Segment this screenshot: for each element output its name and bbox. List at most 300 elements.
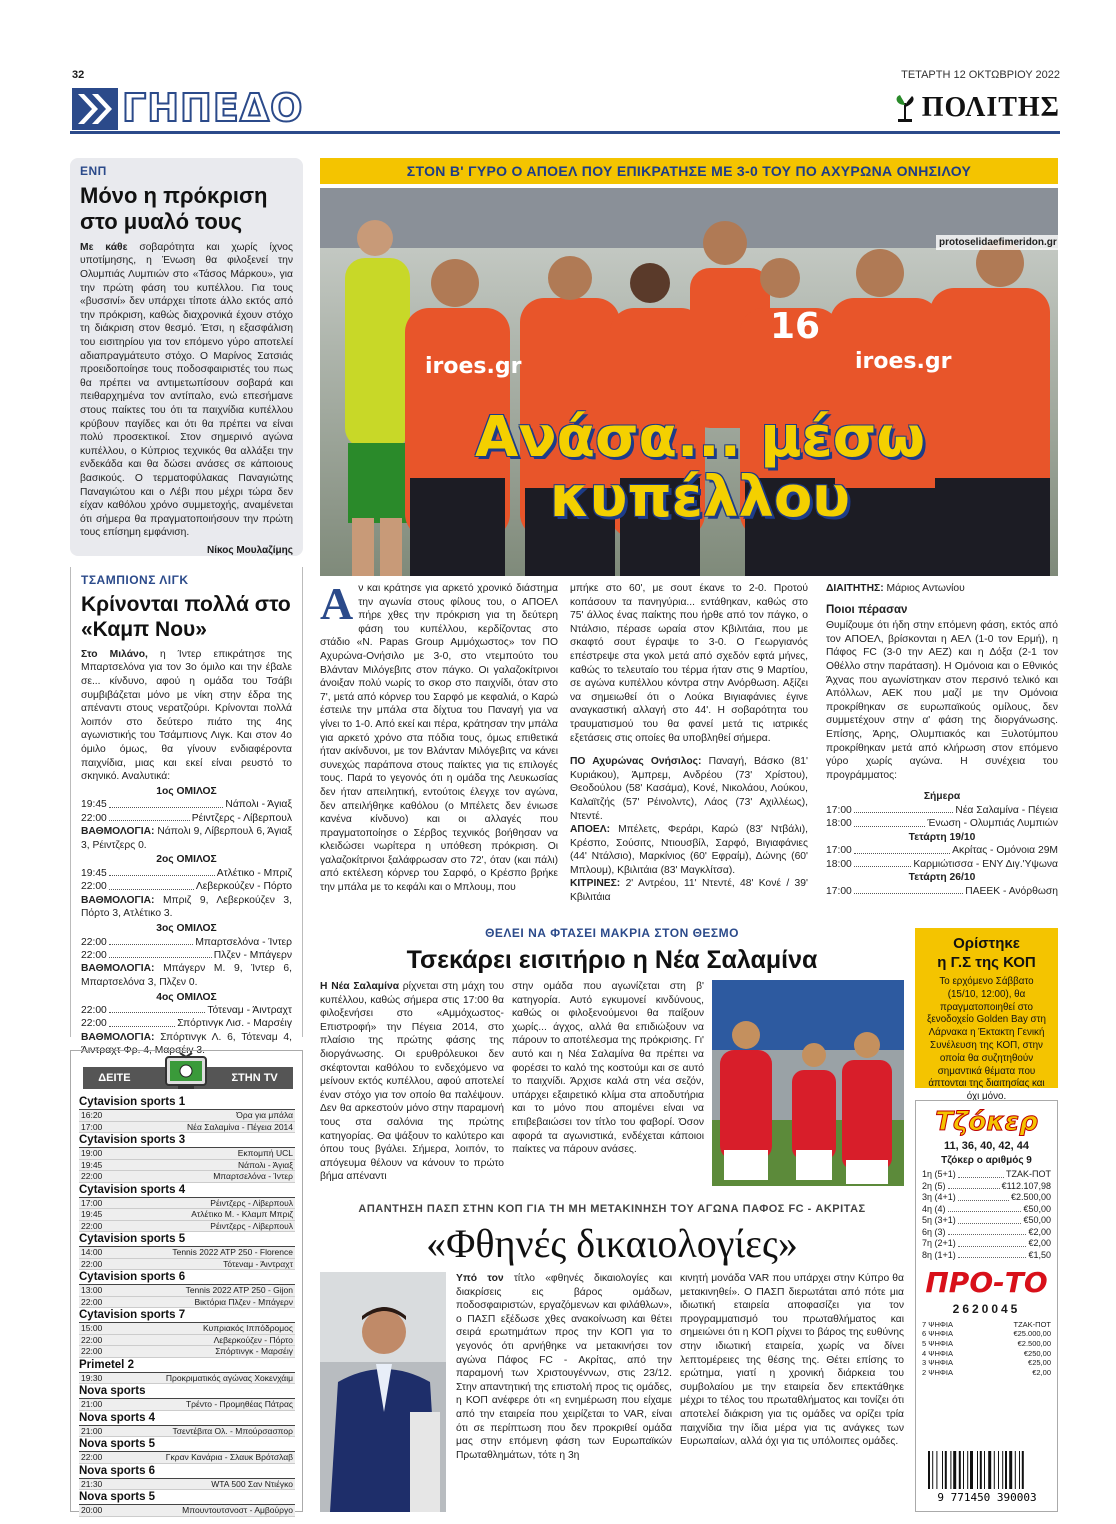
- tv-channel: Nova sports 4: [79, 1412, 295, 1426]
- fixture-time: 22:00: [81, 1005, 107, 1017]
- main-col-1: [320, 578, 558, 895]
- tv-channel: Cytavision sports 7: [79, 1309, 295, 1323]
- tv-channel: Cytavision sports 3: [79, 1134, 295, 1148]
- prize-amount: €2,00: [1032, 1367, 1051, 1377]
- schedule-time: 17:00: [826, 845, 852, 857]
- prize-row: [922, 1227, 1051, 1239]
- joker-number: Τζόκερ ο αριθμός 9: [941, 1154, 1032, 1166]
- prize-tier: 7 ΨΗΦΙΑ: [922, 1319, 954, 1329]
- prize-row: [922, 1169, 1051, 1181]
- player-green: [345, 220, 410, 576]
- fixture-match: Ατλέτικο - Μπριζ: [216, 867, 292, 879]
- fixture-leader: [109, 867, 215, 876]
- cards-text: 2' Αντρέου, 11' Ντεντέ, 48' Κονέ / 39' Κβιλιτάια: [570, 878, 808, 904]
- salamina-col-1: [320, 980, 504, 1184]
- prize-tier: 8η (1+1): [922, 1249, 956, 1260]
- fixture-match: Μπαρτσελόνα - Ίντερ: [195, 936, 292, 948]
- fixture-row: [81, 867, 292, 880]
- tv-show: Τσεντέβιτα Ολ. - Μπούρσασπορ: [172, 1425, 293, 1436]
- tv-program: [79, 1479, 295, 1491]
- joker-logo: Τζόκερ: [935, 1107, 1038, 1137]
- cl-title: Κρίνονται πολλά στο «Καμπ Νου»: [81, 592, 291, 641]
- prize-amount: ΤΖΑΚ-ΠΟΤ: [1013, 1319, 1051, 1329]
- tv-show: Λεβερκούζεν - Πόρτο: [213, 1334, 293, 1345]
- group-name: 3ος ΟΜΙΛΟΣ: [156, 922, 217, 934]
- schedule-match: Ακρίτας - Ομόνοια 29Μ: [952, 845, 1058, 857]
- kop-title-1: Ορίστηκε: [953, 935, 1020, 952]
- schedule-match: Ένωση - Ολυμπιάς Λυμπιών: [927, 818, 1058, 830]
- fixture-time: 22:00: [81, 1018, 107, 1030]
- barcode-bar: [1009, 1451, 1012, 1489]
- tv-show: Νέα Σαλαμίνα - Πέγεια 2014: [187, 1121, 293, 1132]
- tv-time: 16:20: [81, 1110, 103, 1120]
- prize-leader: [958, 1215, 1022, 1224]
- enp-article: [70, 158, 303, 556]
- tv-show: WTA 500 Σαν Ντιέγκο: [211, 1478, 293, 1489]
- tv-program: [79, 1323, 295, 1335]
- main-headline-line1: Ανάσα... μέσω: [474, 405, 926, 470]
- tv-header-left: ΔΕΙΤΕ: [98, 1071, 131, 1084]
- standings-label: ΒΑΘΜΟΛΟΓΙΑ:: [81, 894, 155, 906]
- salamina-kicker: ΘΕΛΕΙ ΝΑ ΦΤΑΣΕΙ ΜΑΚΡΙΑ ΣΤΟΝ ΘΕΣΜΟ: [485, 926, 739, 940]
- tv-program: [79, 1426, 295, 1438]
- kop-body: Το ερχόμενο Σάββατο (15/10, 12:00), θα πραγματοποιηθεί στο ξενοδοχείο Golden Bay στη Λάρνακα η Έκτακτη Γενική Συνέλευση της ΚΟΠ, στην οποία θα συζητηθούν σημαντικά θέματα που άπτονται της διαιτησίας και όχι μόνο.: [927, 976, 1046, 1103]
- proto-logo: ΠΡΟ-ΤΟ: [925, 1266, 1048, 1300]
- tv-show: Γκραν Κανάρια - Σλαυκ Βρότσλαβ: [165, 1452, 293, 1462]
- schedule-day: Τετάρτη 19/10: [908, 831, 976, 843]
- standings-label: ΒΑΘΜΟΛΟΓΙΑ:: [81, 963, 155, 975]
- tv-channel: Nova sports 6: [79, 1465, 295, 1479]
- prize-row: [922, 1192, 1051, 1204]
- prize-amount: €2,00: [1028, 1238, 1051, 1249]
- fixture-time: 22:00: [81, 949, 107, 961]
- pasp-col1-text: τίτλο «φθηνές δικαιολογίες και διακρίσεις εις βάρος ομάδων, ποδοσφαιριστών, εργαζόμενων και φιλάθλων», ο ΠΑΣΠ εξέδωσε χθες ανακοίνωση και θέτει σειρά ερωτημάτων προς την ΚΟΠ για το γεγονός ότι αρνήθηκε να μετακινήσει τον αγώνα Πάφος FC - Ακρίτας, από την παραμονή των Χριστουγέννων, στις 23/12. Στην απαντητική της επιστολή προς τις ομάδες, η ΚΟΠ ανέφερε ότι «η ενημέρωση που είχαμε από την εταιρεία που χειρίζεται το VAR, είναι ότι σε περίπτωση που δεν προκριθεί ομάδα μας στην επόμενη φάση των Ευρωπαϊκών Πρωταθλημάτων, τότε η 3η: [456, 1273, 672, 1461]
- prize-tier: 6 ΨΗΦΙΑ: [922, 1329, 954, 1339]
- main-col2-text: μπήκε στο 60', με σουτ έκανε το 2-0. Προτού κοπάσουν τα πανηγύρια... εντάθηκαν, καθώς στο 75' άλλος ένας παίκτης που ήρθε από τον πάγκο, ο Ντάλσιο, πέρασε ωραία στον Κβιλιτάια, που με σκαφτό σουτ έγραψε το 3-0. Ο Γεωργιανός επέστρεψε στα γκολ μετά από σχεδόν εφτά μήνες, καθώς το τελευταίο του τέρμα ήταν στις 9 Μαρτίου, σε αγώνα κυπέλλου κόντρα στην Ανόρθωση. Αξίζει να σημειωθεί ότι ο Λούκα Βιγιαφάνιες έγινε αναγκαστική αλλαγή στο 44'. Η σοβαρότητα του τραυματισμού του θα φανεί μετά τις ιατρικές εξετάσεις στις οποίες θα υποβληθεί σήμερα.: [570, 583, 808, 744]
- tv-show: Τότεναμ - Άιντραχτ: [223, 1258, 293, 1269]
- salamina-title: Τσεκάρει εισιτήριο η Νέα Σαλαμίνα: [406, 946, 818, 974]
- fixture-match: Πλζεν - Μπάγερν: [213, 949, 292, 961]
- tv-show: Tennis 2022 ATP 250 - Florence: [172, 1247, 293, 1257]
- cl-lead: Στο Μιλάνο,: [81, 648, 148, 660]
- fixture-time: 22:00: [81, 881, 107, 893]
- fixture-time: 22:00: [81, 936, 107, 948]
- tv-time: 22:00: [81, 1258, 103, 1269]
- lineup1-label: ΠΟ Αχυρώνας Ονήσιλος:: [570, 756, 702, 768]
- schedule-day: Σήμερα: [923, 791, 961, 803]
- joker-numbers: 11, 36, 40, 42, 44: [943, 1140, 1030, 1153]
- schedule-row: [826, 804, 1058, 817]
- group-name: 4ος ΟΜΙΛΟΣ: [156, 991, 217, 1003]
- fixture-row: [81, 1004, 292, 1017]
- standings-text: Μπάγερν Μ. 9, Ίντερ 6, Μπαρτσελόνα 3, Πλζεν 0.: [81, 963, 292, 988]
- prize-amount: €2.500,00: [1017, 1338, 1051, 1348]
- tv-time: 19:30: [81, 1372, 103, 1383]
- standings-text: Σπόρτινγκ Λ. 6, Τότεναμ 4, Άιντραχτ Φρ. 4, Μαρσέιγ 3.: [81, 1031, 292, 1057]
- fixture-row: [81, 936, 292, 949]
- main-dropcap: Α: [320, 578, 354, 629]
- prize-tier: 5η (3+1): [922, 1215, 956, 1226]
- prize-tier: 3η (4+1): [922, 1192, 956, 1203]
- salamina-lead: Η Νέα Σαλαμίνα: [320, 981, 400, 992]
- pasp-kicker: ΑΠΑΝΤΗΣΗ ΠΑΣΠ ΣΤΗΝ ΚΟΠ ΓΙΑ ΤΗ ΜΗ ΜΕΤΑΚΙΝΗΣΗ ΤΟΥ ΑΓΩΝΑ ΠΑΦΟΣ FC - ΑΚΡΙΤΑΣ: [358, 1203, 866, 1215]
- cards-label: ΚΙΤΡΙΝΕΣ:: [570, 878, 621, 890]
- schedule-leader: [854, 844, 950, 853]
- main-ribbon: ΣΤΟΝ Β' ΓΥΡΟ Ο ΑΠΟΕΛ ΠΟΥ ΕΠΙΚΡΑΤΗΣΕ ΜΕ 3-0 ΤΟΥ ΠΟ ΑΧΥΡΩΝΑ ΟΝΗΣΙΛΟΥ: [320, 158, 1058, 184]
- tv-time: 22:00: [81, 1334, 103, 1345]
- barcode-bar: [936, 1451, 937, 1489]
- tv-channel: Nova sports 5: [79, 1438, 295, 1452]
- salamina-col1-text: ρίχνεται στη μάχη του κυπέλλου, καθώς σήμερα στις 17:00 θα φιλοξενήσει στο «Αμμόχωστος-Επιστροφή» την Πέγεια 2014, στο πλαίσιο της πρώτης φάσης της διοργάνωσης. Οι ερυθρόλευκοι δεν σκέφτονται καθόλου το ενδεχόμενο να μείνουν εκτός κυπέλλου, αφού αποτελεί έναν στόχο για τον οποίο θα παλέψουν. Δεν θα αρκεστούν μόνο στην παραμονή τους στα σαλόνια της πρώτης κατηγορίας. Θα ψάξουν το καλύτερο και όπου τους βγάλει. Σήμερα, λοιπόν, το απόγευμα θέλουν να κάνουν το πρώτο βήμα απέναντι: [320, 981, 504, 1183]
- lotto-box: [915, 1100, 1058, 1512]
- tv-program: [79, 1148, 295, 1160]
- fixture-match: Σπόρτινγκ Λισ. - Μαρσέιγ: [177, 1018, 292, 1030]
- page-number: 32: [72, 69, 85, 81]
- pasp-title: «Φθηνές δικαιολογίες»: [426, 1221, 798, 1266]
- prize-leader: [958, 1169, 1004, 1178]
- group-standings: [81, 894, 292, 921]
- schedule-leader: [854, 804, 954, 813]
- tv-program: [79, 1452, 295, 1464]
- tv-time: 22:00: [81, 1296, 103, 1307]
- prize-tier: 4η (4): [922, 1203, 946, 1214]
- prize-tier: 4 ΨΗΦΙΑ: [922, 1348, 954, 1358]
- tv-show: Μπαρτσελόνα - Ίντερ: [213, 1171, 293, 1181]
- tv-program: [79, 1297, 295, 1309]
- schedule-row: [826, 844, 1058, 857]
- prize-row: [922, 1349, 1051, 1359]
- tv-channel: Primetel 2: [79, 1359, 295, 1373]
- schedule-match: ΠΑΕΕΚ - Ανόρθωση: [965, 885, 1058, 897]
- fixture-row: [81, 949, 292, 962]
- salamina-players-photo: [712, 980, 904, 1186]
- referee: [826, 582, 1058, 596]
- kop-box: [915, 928, 1058, 1103]
- prize-leader: [948, 1181, 1000, 1190]
- prize-tier: 2η (5): [922, 1180, 946, 1191]
- section-chevron-icon: [72, 88, 118, 130]
- proto-prizes: [922, 1320, 1051, 1378]
- tv-time: 17:00: [81, 1121, 103, 1132]
- prize-tier: 5 ΨΗΦΙΑ: [922, 1338, 954, 1348]
- cl-text: η Ίντερ επικράτησε της Μπαρτσελόνα για τον 3ο όμιλο και την έβαλε σε... κίνδυνο, αφού η ομάδα του Τσάβι συμβιβάζεται μόνο με νίκη στην έδρα της απέναντι στους νερατζούρι. Κρίνονται πολλά λοιπόν στο δεύτερο πιάτο της 4ης αγωνιστικής του Τσάμπιονς Λιγκ. Και στον 4ο όμιλο όμως, θα γίνουν ενδιαφέροντα παιχνίδια, μιας και εκεί είναι ρευστό το σκηνικό. Αναλυτικά:: [81, 648, 292, 783]
- tv-program: [79, 1198, 295, 1210]
- tv-time: 22:00: [81, 1346, 103, 1356]
- lineup-apoel: [570, 823, 808, 877]
- barcode-bar: [950, 1451, 951, 1489]
- main-headline-line2: κυπέλλου: [549, 465, 851, 530]
- lineup-achyronas: [570, 755, 808, 823]
- tv-time: 14:00: [81, 1247, 103, 1257]
- tv-show: Ατλέτικο Μ. - Κλαμπ Μπριζ: [191, 1209, 293, 1219]
- tv-time: 21:30: [81, 1478, 103, 1489]
- joker-prizes: [922, 1169, 1051, 1261]
- prize-amount: €250,00: [1023, 1348, 1051, 1358]
- enp-lead: Με κάθε: [80, 241, 128, 253]
- group-name: 2ος ΟΜΙΛΟΣ: [156, 854, 217, 866]
- tv-show: Σπόρτινγκ - Μαρσέιγ: [215, 1346, 293, 1356]
- watermark: protoselidaefimeridon.gr: [936, 235, 1060, 250]
- tv-show: Νάπολι - Άγιαξ: [238, 1159, 293, 1170]
- cup-schedule: [826, 790, 1058, 898]
- kop-title-2: η Γ.Σ της ΚΟΠ: [937, 954, 1036, 971]
- prize-row: [922, 1329, 1051, 1339]
- tv-time: 20:00: [81, 1505, 103, 1515]
- standings-label: ΒΑΘΜΟΛΟΓΙΑ:: [81, 1031, 155, 1043]
- tv-program: [79, 1221, 295, 1233]
- barcode-bar: [1005, 1451, 1007, 1489]
- prize-row: [922, 1250, 1051, 1262]
- schedule-leader: [854, 885, 963, 894]
- prize-tier: 1η (5+1): [922, 1169, 956, 1180]
- tv-show: Ρέιντζερς - Λίβερπουλ: [210, 1220, 293, 1231]
- lineup1-text: Παναγή, Βάσκο (81' Κυριάκου), Άμπρεμ, Ανδρέου (73' Χρίστου), Θεοδούλου (58' Κασάμα), Κονέ, Νικολάου, Λούκου, Καλαϊτζής (57' Ρέινολντς), Λάος (73' Αχιλλέως), Ντεντέ.: [570, 756, 808, 822]
- group-standings: [81, 825, 292, 852]
- prize-row: [922, 1339, 1051, 1349]
- tv-program: [79, 1335, 295, 1347]
- prize-row: [922, 1320, 1051, 1330]
- pasp-spokesman-photo: [320, 1272, 446, 1512]
- prize-amount: ΤΖΑΚ-ΠΟΤ: [1006, 1169, 1051, 1180]
- tv-program: [79, 1171, 295, 1183]
- schedule-match: Καρμιώτισσα - ΕΝΥ Διγ.'Υψωνα: [913, 858, 1058, 870]
- tv-icon: [164, 1051, 208, 1091]
- standings-text: Μπριζ 9, Λεβερκούζεν 3, Πόρτο 3, Ατλέτικο 3.: [81, 894, 292, 920]
- barcode-bar: [998, 1451, 999, 1489]
- pasp-lead: Υπό τον: [456, 1273, 504, 1284]
- group-standings: [81, 962, 292, 989]
- prize-amount: €2,00: [1028, 1226, 1051, 1237]
- cl-kicker: ΤΣΑΜΠΙΟΝΣ ΛΙΓΚ: [81, 573, 189, 587]
- proto-number: 2620045: [952, 1301, 1021, 1316]
- fixture-leader: [109, 812, 190, 821]
- barcode-bar: [932, 1451, 933, 1489]
- standings-text: Νάπολι 9, Λίβερπουλ 6, Άγιαξ 3, Ρέιντζερς 0.: [81, 826, 292, 851]
- salamina-col-2: στην ομάδα που αγωνίζεται στη β' κατηγορία. Αυτό εγκυμονεί κινδύνους, καθώς οι φιλοξενούμενοι θα παίξουν χωρίς... άγχος, αλλά θα επιδιώξουν να πάρουν το αποτέλεσμα της πρόκρισης. Γι' αυτό και η Νέα Σαλαμίνα θα πρέπει να φορέσει το καλό της κοστούμι και σε αυτό το παιχνίδι. Άρχισε καλά στη νέα σεζόν, υπάρχει εξαιρετικό κλίμα στα αποδυτήρια και το μόνο που απομένει είναι να επιβεβαιώσει τον τίτλο του φαβορί. Όσον αφορά τα αγωνιστικά, ενδέχεται κάποιοι παίκτες να πάρουν ανάσες.: [512, 981, 704, 1156]
- fixture-leader: [109, 936, 194, 945]
- barcode-bar: [942, 1451, 943, 1489]
- barcode: [922, 1449, 1052, 1503]
- schedule-time: 18:00: [826, 858, 852, 870]
- tv-program: [79, 1346, 295, 1358]
- prize-amount: €25,00: [1028, 1358, 1051, 1368]
- fixture-leader: [109, 798, 224, 807]
- schedule-time: 18:00: [826, 818, 852, 830]
- cards: [570, 877, 808, 904]
- prize-row: [922, 1368, 1051, 1378]
- newspaper-logo[interactable]: [892, 90, 1060, 127]
- svg-text:16: 16: [770, 306, 821, 347]
- tv-time: 17:00: [81, 1197, 103, 1208]
- schedule-leader: [854, 858, 912, 867]
- tv-channel: Cytavision sports 1: [79, 1096, 295, 1110]
- fixture-match: Νάπολι - Άγιαξ: [225, 799, 292, 811]
- enp-kicker: ΕΝΠ: [80, 164, 107, 178]
- tv-header-right: ΣΤΗΝ TV: [231, 1071, 278, 1084]
- barcode-bar: [1002, 1451, 1003, 1489]
- tv-program: [79, 1209, 295, 1221]
- tv-program: [79, 1247, 295, 1259]
- barcode-bar: [1015, 1451, 1016, 1489]
- barcode-number: 9 771450 390003: [937, 1491, 1037, 1503]
- prize-amount: €2.500,00: [1010, 1192, 1051, 1203]
- prize-leader: [948, 1227, 1027, 1236]
- tv-show: Κυπριακός Ιππόδρομος: [203, 1323, 293, 1333]
- svg-text:iroes.gr: iroes.gr: [855, 349, 952, 374]
- tv-program: [79, 1285, 295, 1297]
- tv-time: 21:00: [81, 1399, 103, 1409]
- tv-program: [79, 1373, 295, 1385]
- cl-body: [81, 648, 292, 784]
- tv-show: Όρα για μπάλα: [236, 1110, 293, 1120]
- fixture-time: 22:00: [81, 812, 107, 824]
- main-col-2: [570, 582, 808, 905]
- prize-row: [922, 1215, 1051, 1227]
- tv-time: 22:00: [81, 1171, 103, 1181]
- prize-leader: [958, 1250, 1027, 1259]
- tv-time: 13:00: [81, 1285, 103, 1295]
- barcode-bar: [994, 1451, 995, 1489]
- barcode-bar: [988, 1451, 991, 1489]
- prize-leader: [958, 1192, 1009, 1201]
- fixture-match: Τότεναμ - Άιντραχτ: [207, 1005, 292, 1017]
- fixture-time: 19:45: [81, 867, 107, 879]
- prize-leader: [948, 1204, 1022, 1213]
- schedule-row: [826, 858, 1058, 871]
- tv-channel: Cytavision sports 4: [79, 1184, 295, 1198]
- schedule-leader: [854, 817, 926, 826]
- logo-text: ΠΟΛΙΤΗΣ: [921, 92, 1060, 123]
- prize-tier: 6η (3): [922, 1226, 946, 1237]
- cl-article: [70, 567, 303, 1057]
- ref-label: ΔΙΑΙΤΗΤΗΣ:: [826, 583, 884, 594]
- tv-channel: Nova sports 5: [79, 1491, 295, 1505]
- enp-body: [80, 241, 293, 540]
- schedule-time: 17:00: [826, 885, 852, 897]
- tv-show: Εκπομπή UCL: [237, 1148, 293, 1158]
- barcode-bar: [928, 1451, 930, 1489]
- schedule-row: [826, 885, 1058, 898]
- barcode-bar: [963, 1451, 964, 1489]
- tv-channel: Cytavision sports 5: [79, 1233, 295, 1247]
- prize-amount: €50,00: [1023, 1215, 1051, 1226]
- passed-text: Θυμίζουμε ότι ήδη στην επόμενη φάση, εκτός από τον ΑΠΟΕΛ, βρίσκονται η ΑΕΛ (1-0 τον Ερμή), η Πάφος FC (3-0 την ΑΕΖ) και η Δόξα (2-1 τον Οθέλλο στην παράταση). Η Ομόνοια και ο Εθνικός Άχνας που αγωνίστηκαν στον περσινό τελικό και Απόλλων, ΑΕΚ που μαζί με την Ομόνοια προκρίθηκαν σε ευρωπαϊκούς ομίλους, δεν συμμετέχουν στην α' φάση της διοργάνωσης. Επίσης, Άρης, Ολυμπιακός και Ξυλοτύμπου προκρίθηκαν μετά από κλήρωση στον επόμενο γύρο χωρίς αγώνα. Η συνέχεια του προγράμματος:: [826, 620, 1058, 781]
- section-title: ΓΗΠΕΔΟ: [122, 86, 304, 130]
- prize-row: [922, 1204, 1051, 1216]
- tv-time: 19:45: [81, 1209, 103, 1219]
- tv-time: 19:45: [81, 1159, 103, 1170]
- tv-show: Προκριματικός αγώνας Χοκενχάιμ: [165, 1372, 293, 1383]
- tv-channel: Cytavision sports 6: [79, 1271, 295, 1285]
- tv-listings: [79, 1095, 295, 1517]
- tv-show: Βικτόρια Πλζεν - Μπάγερν: [194, 1296, 293, 1307]
- fixture-row: [81, 1017, 292, 1030]
- prize-row: [922, 1358, 1051, 1368]
- tv-guide: [70, 1050, 303, 1515]
- tv-time: 22:00: [81, 1452, 103, 1462]
- enp-title: Μόνο η πρόκριση στο μυαλό τους: [80, 182, 268, 234]
- issue-date: ΤΕΤΑΡΤΗ 12 ΟΚΤΩΒΡΙΟΥ 2022: [901, 69, 1060, 81]
- tv-channel: Nova sports: [79, 1385, 295, 1399]
- schedule-match: Νέα Σαλαμίνα - Πέγεια: [955, 804, 1058, 816]
- cl-groups: [81, 785, 292, 1058]
- barcode-bar: [984, 1451, 985, 1489]
- barcode-bar: [967, 1451, 968, 1489]
- tv-program: [79, 1399, 295, 1411]
- barcode-bar: [945, 1451, 947, 1489]
- prize-amount: €1,50: [1028, 1249, 1051, 1260]
- tv-program: [79, 1259, 295, 1271]
- fixture-row: [81, 880, 292, 893]
- prize-tier: 2 ΨΗΦΙΑ: [922, 1367, 954, 1377]
- enp-author: Νίκος Μουλαζίμης: [207, 544, 293, 556]
- fixture-match: Λεβερκούζεν - Πόρτο: [195, 881, 292, 893]
- fixture-leader: [109, 880, 194, 889]
- tv-show: Τρέντο - Προμηθέας Πάτρας: [185, 1399, 293, 1409]
- tv-show: Ρέιντζερς - Λίβερπουλ: [210, 1197, 293, 1208]
- prize-row: [922, 1238, 1051, 1250]
- prize-row: [922, 1181, 1051, 1193]
- fixture-match: Ρέιντζερς - Λίβερπουλ: [191, 812, 292, 824]
- fixture-leader: [109, 949, 212, 958]
- schedule-time: 17:00: [826, 804, 852, 816]
- tv-program: [79, 1160, 295, 1172]
- prize-amount: €50,00: [1023, 1203, 1051, 1214]
- barcode-bar: [953, 1451, 956, 1489]
- prize-amount: €25.000,00: [1013, 1329, 1051, 1339]
- prize-tier: 7η (2+1): [922, 1238, 956, 1249]
- barcode-bar: [1022, 1451, 1024, 1489]
- standings-label: ΒΑΘΜΟΛΟΓΙΑ:: [81, 826, 155, 838]
- prize-tier: 3 ΨΗΦΙΑ: [922, 1358, 954, 1368]
- tv-program: [79, 1505, 295, 1517]
- prize-leader: [958, 1238, 1027, 1247]
- schedule-row: [826, 817, 1058, 830]
- fixture-row: [81, 798, 292, 811]
- main-headline: [420, 405, 980, 530]
- barcode-bar: [977, 1451, 978, 1489]
- tv-time: 21:00: [81, 1425, 103, 1436]
- main-col-3: [826, 582, 1058, 898]
- pasp-col-2: κινητή μονάδα VAR που υπάρχει στην Κύπρο θα μετακινηθεί». Ο ΠΑΣΠ διερωτάται από πότε μια ιδιωτική εταιρεία αποφασίζει για τον προγραμματισμό του πρωταθλήματος και σημειώνει ότι η ΚΟΠ ρίχνει το βάρος της ευθύνης στην ιδιωτική εταιρεία, χωρίς να δίνει λεπτομέρειες της θέσης της. Θέτει επίσης το ερώτημα, γιατί η χρονική διάρκεια του συμβολαίου με την εταιρεία δεν επεκτάθηκε μέχρι το τέλος του πρωταθλήματος και τονίζει ότι αποτελεί διάκριση για τις ομάδες να ορίζει τρία παιχνίδια την ίδια μέρα για τις ανάγκες των Ευρωπαίων, αλλά όχι για τις υπόλοιπες ομάδες.: [680, 1273, 904, 1448]
- fixture-leader: [109, 1017, 175, 1026]
- enp-text: σοβαρότητα και χωρίς ίχνος υποτίμησης, η Ένωση θα φιλοξενεί την Ολυμπιάς Λυμπιών στο «Τάσος Μάρκου», για την πρώτη φάση του κυπέλλου. Για τους «βυσσινί» δεν υπάρχει τίποτε άλλο εκτός από την πρόκριση, καθώς διαχρονικά έχουν στόχο τη διάκριση στον θεσμό. Έτσι, η εξασφάλιση του εισιτηρίου για τον επόμενο γύρο αποτελεί αδιαπραγμάτευτο στόχο. Ο Μαρίνος Σατσιάς προειδοποίησε τους ποδοσφαιριστές του πως θα πρέπει να αντιμετωπίσουν σοβαρά και πειθαρχημένα τον αντίπαλο, ενώ επεσήμανε στους παίκτες του ότι τα παιχνίδια κυπέλλου κρύβουν παγίδες και ότι θα πρέπει να είναι πολύ προσεκτικοί. Στον σημερινό αγώνα κυπέλλου, ο Κύπριος τεχνικός θα αλλάξει την ενδεκάδα και θα δώσει ανάσες σε κάποιους βασικούς. Ο τερματοφύλακας Παναγιώτης Παναγιώτου και ο Λέβι που μέχρι τώρα δεν είχαν καθόλου χρόνο συμμετοχής, αναμένεται ότι σήμερα θα πραγματοποιήσουν την πρώτη τους επίσημη εμφάνιση.: [80, 241, 293, 539]
- tv-show: Tennis 2022 ATP 250 - Gijon: [185, 1285, 293, 1295]
- logo-leaf-icon: [892, 93, 918, 123]
- tv-time: 22:00: [81, 1220, 103, 1231]
- main-col1-text: ν και κράτησε για αρκετό χρονικό διάστημα την αγωνία στους φίλους του, ο ΑΠΟΕΛ πήρε χθες την πρόκριση για τη δεύτερη φάση του κυπέλλου, κερδίζοντας στο στάδιο «N. Papas Group Αμμόχωστος» τον ΠΟ Αχυρώνα-Ονήσιλο με 3-0, στο ντεμπούτο του Βλάνταν Μιλόγεβιτς στον πάγκο. Οι γαλαζοκίτρινοι άνοιξαν πολύ νωρίς το σκορ στο παιχνίδι, όταν στο 7', μετά από κόρνερ του Σαρφό με κεφαλιά, ο Καρώ έστειλε την μπάλα στα δίχτυα του Παναγή για να γίνει το 1-0. Από εκεί και πέρα, κράτησαν την μπάλα για αρκετό χρόνο στα πόδια τους, όμως επιθετικά ήταν ακίνδυνοι, με τον Βλάνταν Μιλόγεβιτς να κάνει συνεχώς παράπονα στους παίκτες για τις επιλογές τους. Παρά το γεγονός ότι η ομάδα της Λευκωσίας δεν ήταν απειλητική, εντούτοις έλεγχε τον αγώνα, δεν απειλήθηκε καθόλου (ο Μπέλετς δεν ένιωσε κανένα κίνδυνο) και οι αλλαγές που πραγματοποίησε ο Σέρβος τεχνικός βοήθησαν να κλειδώσει νωρίτερα η υπόθεση πρόκριση. Οι γαλαζοκίτρινοι ξαλάφρωσαν στο 72', όταν (και πάλι) από εκτέλεση κόρνερ του Σαρφό, ο Κρέσπο βρήκε την μπάλα με το κεφάλι και ο Μπλουμ, που: [320, 583, 558, 894]
- tv-program: [79, 1110, 295, 1122]
- lineup2-end: Μαγκλίτσα).: [680, 864, 736, 876]
- pasp-col-1: [456, 1272, 672, 1462]
- barcode-bar: [959, 1451, 961, 1489]
- prize-amount: €112.107,98: [1001, 1180, 1051, 1191]
- fixture-row: [81, 812, 292, 825]
- lineup2-label: ΑΠΟΕΛ:: [570, 824, 611, 836]
- svg-text:iroes.gr: iroes.gr: [425, 354, 522, 379]
- barcode-bar: [980, 1451, 982, 1489]
- fixture-leader: [109, 1004, 206, 1013]
- tv-time: 15:00: [81, 1323, 103, 1333]
- barcode-bar: [970, 1451, 973, 1489]
- group-name: 1ος ΟΜΙΛΟΣ: [156, 785, 217, 797]
- tv-program: [79, 1122, 295, 1134]
- tv-show: Μπουντουτσνοστ - Αμβούργο: [182, 1505, 293, 1515]
- barcode-bar: [1019, 1451, 1020, 1489]
- fixture-time: 19:45: [81, 799, 107, 811]
- passed-title: Ποιοι πέρασαν: [826, 603, 908, 616]
- tv-time: 19:00: [81, 1148, 103, 1158]
